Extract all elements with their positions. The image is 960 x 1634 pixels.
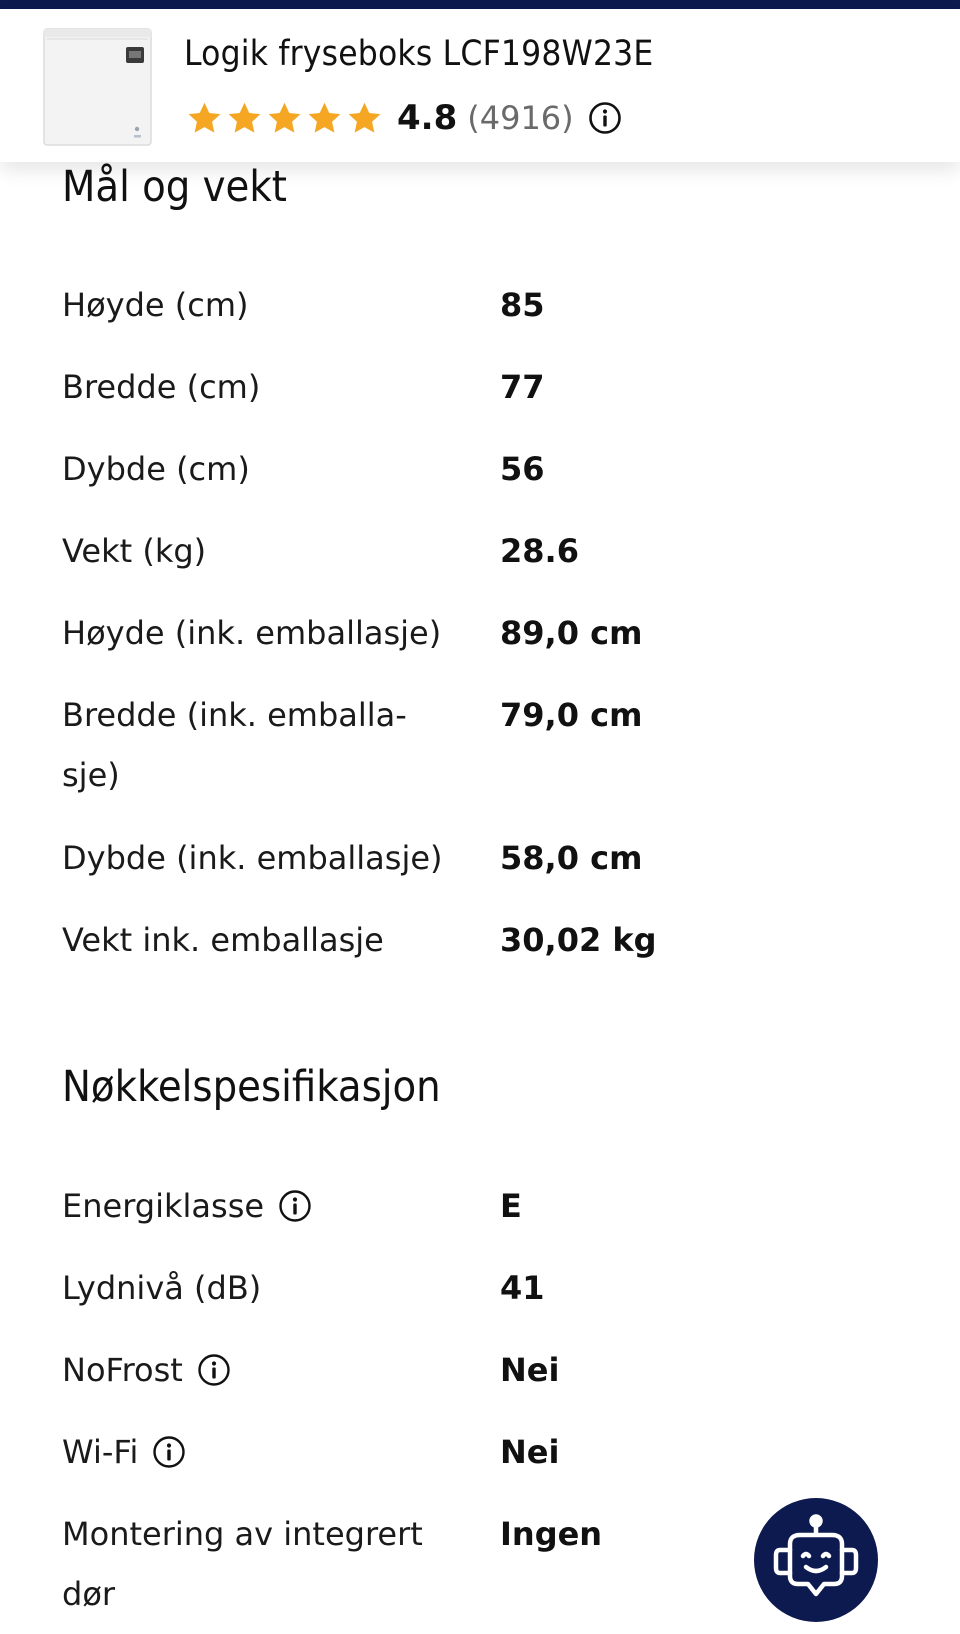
- spec-label: Montering av integrert dør: [62, 1515, 423, 1613]
- rating-value: 4.8: [397, 98, 458, 138]
- star-rating: [186, 100, 383, 137]
- section-title-dimensions: Mål og vekt: [62, 162, 287, 212]
- rating-summary[interactable]: [186, 95, 622, 141]
- spec-label: Vekt ink. emballasje: [62, 921, 384, 959]
- spec-value: 85: [500, 286, 545, 324]
- spec-value: 41: [500, 1269, 545, 1307]
- spec-label: NoFrost: [62, 1340, 462, 1400]
- spec-label: Wi-Fi: [62, 1422, 462, 1482]
- spec-value: 79,0 cm: [500, 696, 643, 734]
- spec-value: 58,0 cm: [500, 839, 643, 877]
- spec-label: Bredde (cm): [62, 368, 261, 406]
- spec-label: Høyde (ink. emballasje): [62, 614, 442, 652]
- info-circle-icon[interactable]: [588, 101, 622, 135]
- spec-value: 28.6: [500, 532, 579, 570]
- section-title-key-specs: Nøkkelspesifikasjon: [62, 1062, 441, 1112]
- spec-value: 77: [500, 368, 545, 406]
- spec-value: Nei: [500, 1351, 560, 1389]
- review-count: (4916): [467, 99, 574, 137]
- spec-value: E: [500, 1187, 522, 1225]
- info-circle-icon[interactable]: [197, 1353, 231, 1387]
- chatbot-button[interactable]: [754, 1498, 878, 1622]
- spec-value: Ingen: [500, 1515, 603, 1553]
- spec-label: Bredde (ink. emballa- sje): [62, 696, 407, 794]
- star-icon: [266, 100, 303, 137]
- star-icon: [186, 100, 223, 137]
- product-thumbnail[interactable]: [41, 25, 154, 148]
- spec-value: 30,02 kg: [500, 921, 657, 959]
- sticky-product-header: [0, 9, 960, 162]
- spec-value: 89,0 cm: [500, 614, 643, 652]
- star-icon: [346, 100, 383, 137]
- spec-label: Lydnivå (dB): [62, 1269, 262, 1307]
- star-icon: [226, 100, 263, 137]
- spec-label: Dybde (ink. emballasje): [62, 839, 443, 877]
- spec-label: Energiklasse: [62, 1176, 462, 1236]
- spec-label: Vekt (kg): [62, 532, 207, 570]
- chatbot-icon: [754, 1498, 878, 1622]
- info-circle-icon[interactable]: [152, 1435, 186, 1469]
- spec-value: Nei: [500, 1433, 560, 1471]
- star-icon: [306, 100, 343, 137]
- product-title: Logik fryseboks LCF198W23E: [184, 34, 654, 74]
- spec-label: Høyde (cm): [62, 286, 249, 324]
- spec-value: 56: [500, 450, 545, 488]
- info-circle-icon[interactable]: [278, 1189, 312, 1223]
- spec-label: Dybde (cm): [62, 450, 250, 488]
